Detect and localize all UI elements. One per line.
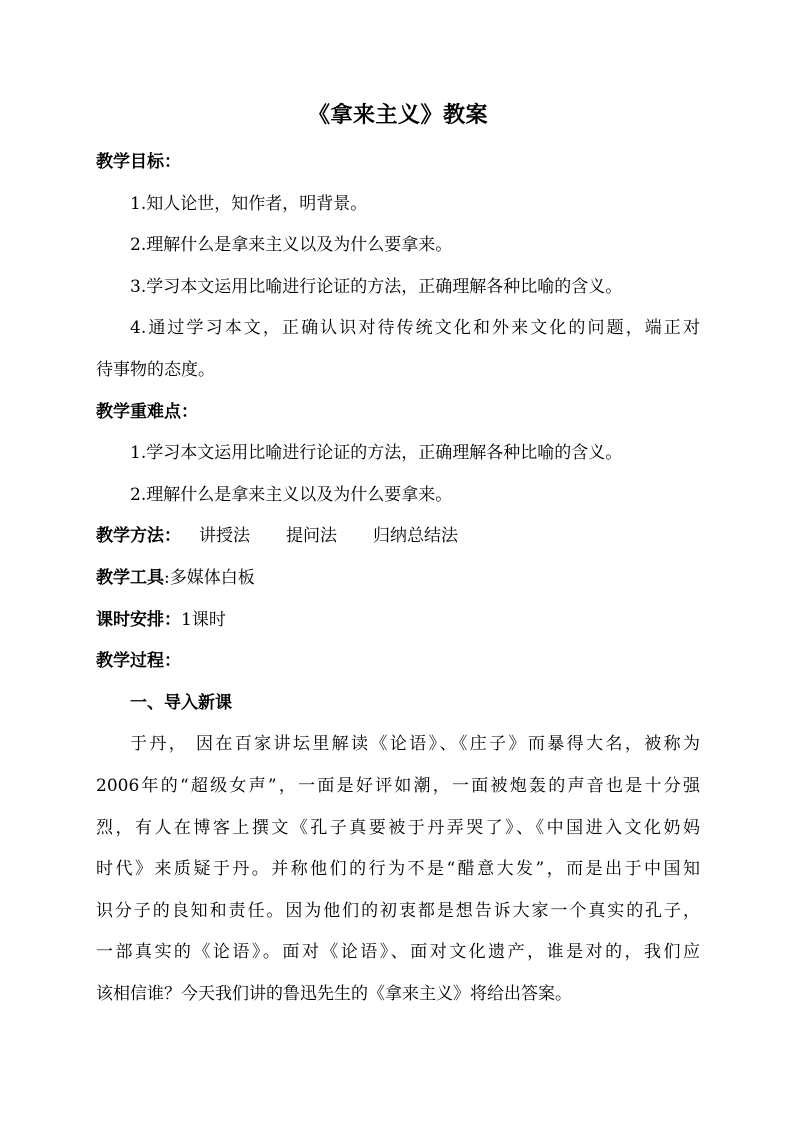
- process-heading: 教学过程：: [96, 651, 181, 672]
- objectives-heading: 教学目标：: [96, 152, 181, 172]
- key-point-item-1: 1.学习本文运用比喻进行论证的方法，正确理解各种比喻的含义。: [130, 443, 623, 464]
- section-1-title: 一、导入新课: [130, 692, 232, 713]
- paragraph-line-7: 该相信谁？今天我们讲的鲁迅先生的《拿来主义》将给出答案。: [96, 983, 572, 1004]
- method-item-2: 提问法: [286, 526, 337, 547]
- tools-value: :多媒体白板: [164, 567, 255, 588]
- objective-item-4-line-2: 待事物的态度。: [96, 359, 215, 380]
- objective-item-3: 3.学习本文运用比喻进行论证的方法，正确理解各种比喻的含义。: [130, 276, 623, 297]
- key-point-item-2: 2.理解什么是拿来主义以及为什么要拿来。: [130, 484, 453, 505]
- tools-heading: 教学工具: [96, 567, 164, 588]
- objective-item-2: 2.理解什么是拿来主义以及为什么要拿来。: [130, 235, 453, 256]
- schedule-value: 1课时: [181, 609, 226, 630]
- paragraph-line-4: 时代》来质疑于丹。并称他们的行为不是“醋意大发”，而是出于中国知: [96, 859, 700, 880]
- objective-item-4-line-1: 4.通过学习本文，正确认识对待传统文化和外来文化的问题，端正对: [130, 318, 700, 339]
- paragraph-line-1: 于丹， 因在百家讲坛里解读《论语》、《庄子》而暴得大名，被称为: [130, 734, 700, 755]
- document-title: 《拿来主义》教案: [307, 103, 488, 128]
- methods-row: [96, 516, 700, 558]
- paragraph-line-2: 2006年的“超级女声”，一面是好评如潮，一面被炮轰的声音也是十分强: [96, 775, 700, 796]
- schedule-row: [96, 600, 700, 642]
- method-item-1: 讲授法: [199, 526, 250, 547]
- key-points-heading: 教学重难点：: [96, 401, 198, 422]
- paragraph-line-6: 一部真实的《论语》。面对《论语》、面对文化遗产，谁是对的，我们应: [96, 942, 700, 963]
- tools-row: [96, 558, 700, 600]
- document-page: [96, 96, 700, 1015]
- paragraph-line-5: 识分子的良知和责任。因为他们的初衷都是想告诉大家一个真实的孔子，: [96, 900, 700, 921]
- paragraph-line-3: 烈，有人在博客上撰文《孔子真要被于丹弄哭了》、《中国进入文化奶妈: [96, 817, 700, 838]
- method-item-3: 归纳总结法: [373, 526, 458, 547]
- methods-heading: 教学方法：: [96, 526, 181, 547]
- objective-item-1: 1.知人论世，知作者，明背景。: [130, 193, 368, 214]
- schedule-heading: 课时安排：: [96, 609, 181, 630]
